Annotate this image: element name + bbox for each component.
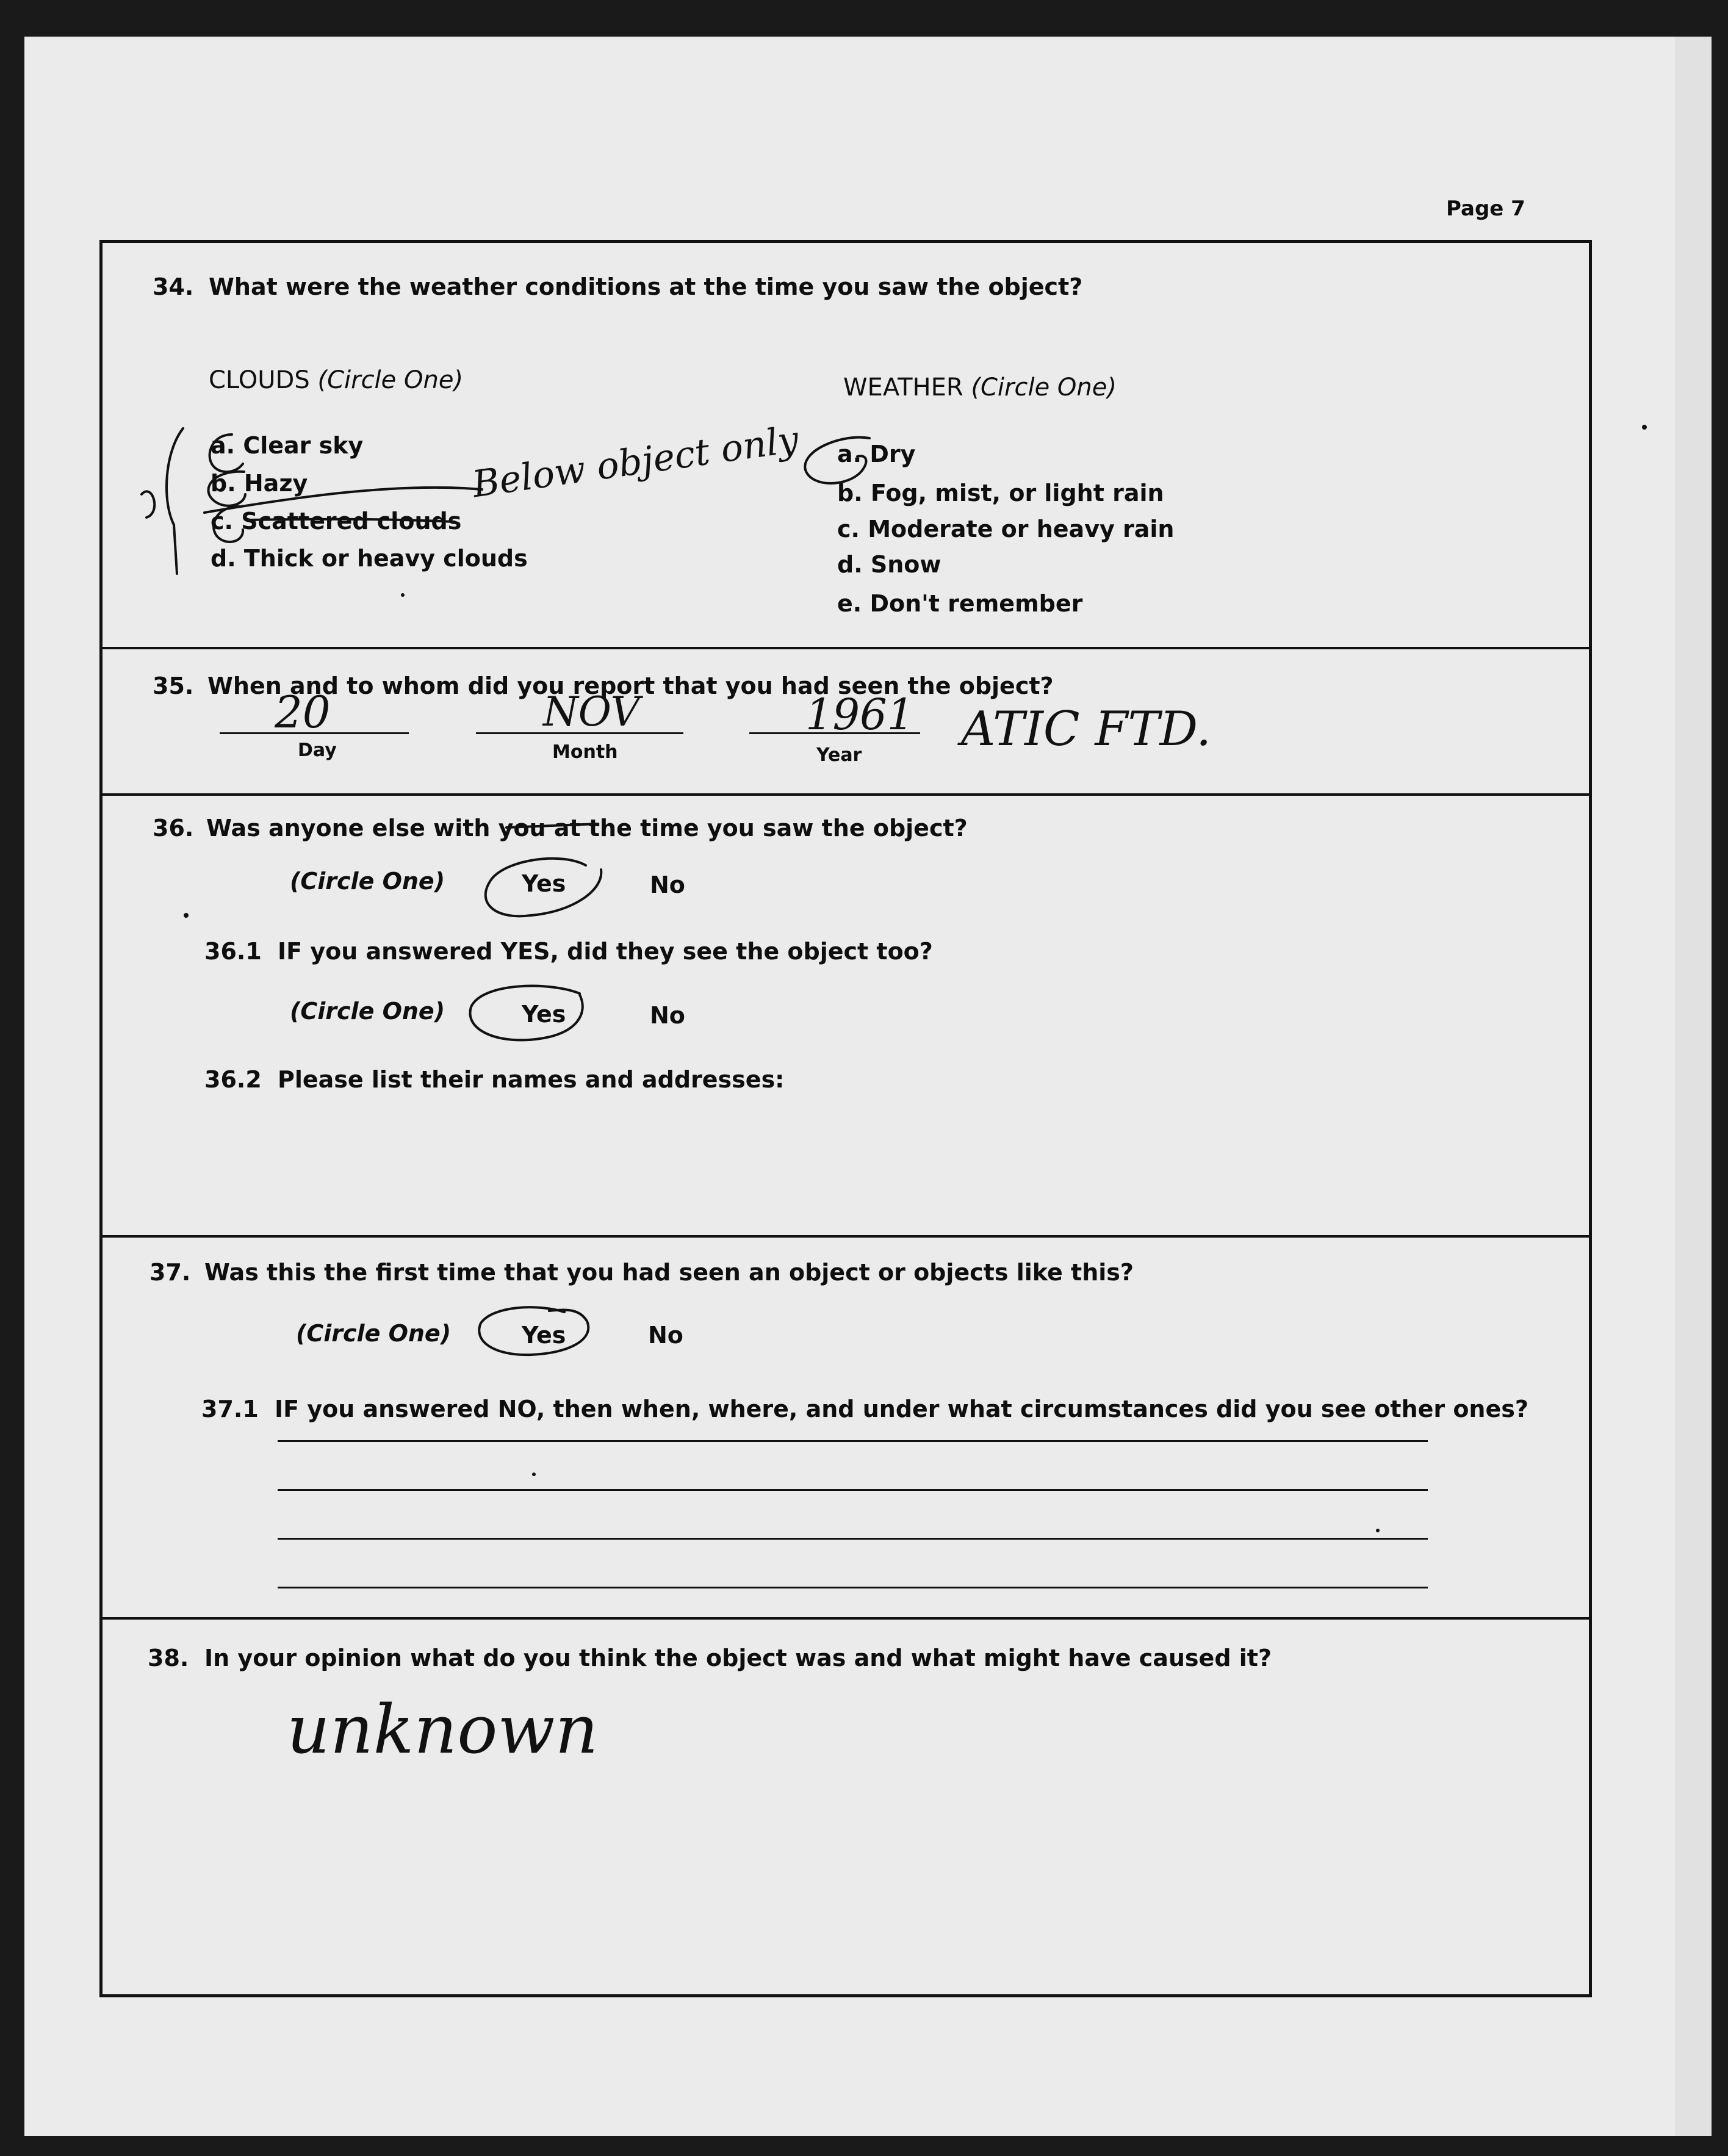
circle-clouds-b xyxy=(208,472,245,506)
strike-at-the xyxy=(506,824,598,827)
question-35-number: 35. xyxy=(153,672,194,699)
speck xyxy=(532,1473,536,1476)
option-label: Dry xyxy=(869,441,916,467)
year-label: Year xyxy=(816,745,862,766)
page-number: Page 7 xyxy=(1446,196,1525,221)
handwritten-year: 1961 xyxy=(805,690,915,740)
question-38-number: 38. xyxy=(148,1645,189,1671)
speck xyxy=(1642,425,1647,430)
question-34-number: 34. xyxy=(153,273,194,300)
option-label: Clear sky xyxy=(243,432,364,459)
strike-scattered xyxy=(249,519,455,522)
option-label: Don't remember xyxy=(869,590,1083,617)
option-label: Moderate or heavy rain xyxy=(868,516,1175,543)
q36-circle-one: (Circle One) xyxy=(290,868,445,895)
option-label: Hazy xyxy=(243,470,308,497)
handwritten-clouds-note: Below object only xyxy=(470,418,802,507)
option-letter: c. xyxy=(211,508,233,535)
option-letter: b. xyxy=(837,480,863,507)
option-letter: a. xyxy=(837,441,862,467)
q37-circle-one: (Circle One) xyxy=(296,1320,452,1347)
option-label: Thick or heavy clouds xyxy=(243,545,528,572)
clouds-heading-label: CLOUDS xyxy=(209,366,310,394)
circle-q36-1-yes xyxy=(470,986,582,1040)
question-38-text: In your opinion what do you think the object was and what might have caused it? xyxy=(204,1645,1272,1671)
q36-1-circle-one: (Circle One) xyxy=(290,998,445,1025)
option-letter: d. xyxy=(211,545,236,572)
question-36-1-number: 36.1 xyxy=(204,938,262,965)
q37-no-option[interactable]: No xyxy=(648,1322,683,1349)
question-37-1-number: 37.1 xyxy=(201,1396,259,1422)
q36-1-no-option[interactable]: No xyxy=(650,1002,685,1029)
question-36-2-text: Please list their names and addresses: xyxy=(278,1066,785,1093)
question-36-2-number: 36.2 xyxy=(204,1066,262,1093)
option-letter: a. xyxy=(211,432,236,459)
circle-clouds-c xyxy=(214,507,243,542)
question-37-number: 37. xyxy=(149,1259,191,1286)
speck xyxy=(1376,1529,1380,1532)
handwritten-recipient: ATIC FTD. xyxy=(961,702,1212,757)
question-34-text: What were the weather conditions at the time you saw the object? xyxy=(209,273,1083,300)
option-letter: e. xyxy=(837,590,862,617)
handwritten-opinion: unknown xyxy=(287,1690,599,1768)
handwritten-day: 20 xyxy=(275,687,331,738)
option-label: Scattered clouds xyxy=(241,508,462,535)
q36-yes-option[interactable]: Yes xyxy=(522,870,566,897)
circle-weather-a xyxy=(805,438,869,483)
q37-yes-option[interactable]: Yes xyxy=(522,1322,566,1349)
strike-clouds-hazy xyxy=(204,488,482,513)
clouds-circle-one: (Circle One) xyxy=(317,366,464,394)
question-36-text: Was anyone else with you at the time you saw the object? xyxy=(206,815,968,842)
month-label: Month xyxy=(552,741,618,763)
speck xyxy=(401,593,405,597)
weather-circle-one: (Circle One) xyxy=(971,373,1117,402)
q36-no-option[interactable]: No xyxy=(650,871,685,898)
handwritten-month: NOV xyxy=(543,688,640,735)
option-letter: b. xyxy=(211,470,236,497)
circle-clouds-a xyxy=(210,434,243,472)
circle-q37-yes xyxy=(479,1307,588,1355)
question-36-1-text: IF you answered YES, did they see the object too? xyxy=(278,938,933,965)
q36-1-yes-option[interactable]: Yes xyxy=(522,1001,566,1028)
question-36-number: 36. xyxy=(153,815,194,842)
option-label: Snow xyxy=(870,551,941,578)
speck xyxy=(184,913,189,918)
day-label: Day xyxy=(298,740,337,761)
option-label: Fog, mist, or light rain xyxy=(870,480,1164,507)
question-37-1-text: IF you answered NO, then when, where, and under what circumstances did you see other ones? xyxy=(275,1396,1528,1422)
question-37-text: Was this the first time that you had seen an object or objects like this? xyxy=(204,1259,1134,1286)
weather-heading-label: WEATHER xyxy=(843,373,963,402)
option-letter: c. xyxy=(837,516,860,543)
bracket-mark xyxy=(142,428,183,574)
circle-q36-yes xyxy=(486,859,602,917)
option-letter: d. xyxy=(837,551,863,578)
question-35-text: When and to whom did you report that you had seen the object? xyxy=(207,672,1054,699)
